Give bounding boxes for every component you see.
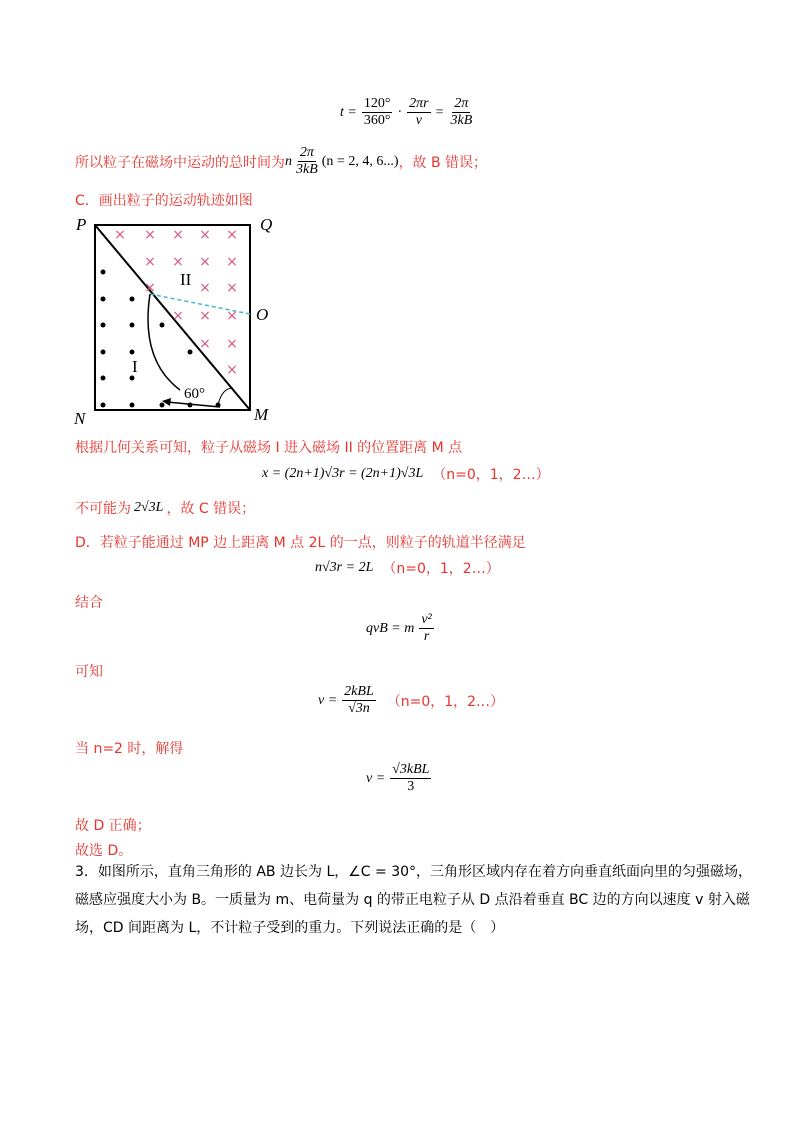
formula-lorentz-lhs: qvB = m <box>366 620 415 636</box>
not-possible-value: 2√3L <box>134 500 164 515</box>
total-time-line <box>75 145 487 178</box>
cross-mark: × <box>144 280 156 296</box>
choose-d-line: 故选 D。 <box>75 843 133 859</box>
cross-mark: × <box>199 227 211 243</box>
cross-mark: × <box>172 308 184 324</box>
not-possible-line <box>75 498 255 518</box>
total-time-suffix: ，故 B 错误； <box>398 154 488 171</box>
magnetic-field-diagram <box>70 210 290 430</box>
cross-mark: × <box>114 227 126 243</box>
formula-x <box>262 464 550 484</box>
question-3-line-3: 场，CD 间距离为 L，不计粒子受到的重力。下列说法正确的是（ ） <box>75 920 505 936</box>
geometry-sentence: 根据几何关系可知，粒子从磁场 I 进入磁场 II 的位置距离 M 点 <box>75 440 463 456</box>
formula-t <box>340 96 476 129</box>
angle-label: 60° <box>184 386 205 402</box>
cross-mark: × <box>172 254 184 270</box>
cross-mark: × <box>226 308 238 324</box>
denominator: 3 <box>407 779 415 794</box>
cross-mark: × <box>199 254 211 270</box>
dot-mark <box>130 297 135 302</box>
denominator: v <box>415 113 422 128</box>
cross-mark: × <box>199 280 211 296</box>
cross-mark: × <box>172 227 184 243</box>
formula-t-lhs: t = <box>340 104 357 120</box>
cross-mark: × <box>144 227 156 243</box>
fraction <box>390 762 431 795</box>
option-d-statement: D．若粒子能通过 MP 边上距离 M 点 2L 的一点，则粒子的轨道半径满足 <box>75 535 526 551</box>
fraction <box>419 612 433 645</box>
dot-mark <box>130 403 135 408</box>
equals-sign: = <box>435 104 444 120</box>
formula-velocity-lhs: v = <box>318 692 338 708</box>
dot-mark <box>101 376 106 381</box>
dot-mark <box>130 376 135 381</box>
dot-mark <box>188 403 193 408</box>
cross-mark: × <box>199 308 211 324</box>
numerator: 2πr <box>409 96 429 111</box>
numerator: √3kBL <box>392 762 430 777</box>
cross-mark: × <box>226 336 238 352</box>
formula-radius-condition: （n=0，1，2…） <box>382 561 500 577</box>
dot-mark <box>101 350 106 355</box>
velocity-arrow <box>167 402 220 407</box>
formula-velocity <box>318 684 504 717</box>
when-n2-line: 当 n=2 时，解得 <box>75 741 184 757</box>
not-possible-suffix: ，故 C 错误； <box>166 501 256 517</box>
fraction <box>362 96 393 129</box>
cross-mark: × <box>226 362 238 378</box>
fraction <box>294 145 320 178</box>
numerator: 120° <box>363 96 391 111</box>
combine-label: 结合 <box>75 595 103 611</box>
dot-mark <box>101 270 106 275</box>
numerator: 2π <box>299 145 314 160</box>
not-possible-prefix: 不可能为 <box>75 501 131 517</box>
formula-velocity-result <box>366 762 433 795</box>
dot-mark <box>101 403 106 408</box>
formula-velocity-condition: （n=0，1，2…） <box>386 693 505 710</box>
label-p: P <box>76 215 87 234</box>
label-o: O <box>256 305 269 324</box>
cross-mark: × <box>226 254 238 270</box>
denominator: r <box>423 629 430 644</box>
dot-mark <box>101 297 106 302</box>
numerator: 2kBL <box>344 684 374 699</box>
cross-mark: × <box>226 280 238 296</box>
cross-mark: × <box>144 254 156 270</box>
denominator: 360° <box>363 113 391 128</box>
fraction <box>342 684 376 717</box>
numerator: 2π <box>454 96 469 111</box>
dot-mark <box>160 403 165 408</box>
question-3 <box>75 858 755 942</box>
knowable-label: 可知 <box>75 664 103 680</box>
formula-velocity-result-lhs: v = <box>366 770 386 786</box>
total-time-prefix: 所以粒子在磁场中运动的总时间为 <box>75 154 285 171</box>
dot-mark <box>160 323 165 328</box>
label-m: M <box>254 405 269 424</box>
denominator: 3kB <box>450 113 473 128</box>
formula-lorentz <box>366 612 436 645</box>
fraction <box>407 96 430 129</box>
dot-mark <box>188 350 193 355</box>
cross-marks <box>114 227 238 378</box>
d-correct-line: 故 D 正确； <box>75 818 151 834</box>
n-symbol: n <box>285 153 292 169</box>
label-region-ii: II <box>180 270 192 289</box>
option-c-heading: C．画出粒子的运动轨迹如图 <box>75 193 253 209</box>
formula-radius <box>315 558 500 578</box>
total-time-formula <box>285 145 399 178</box>
cross-mark: × <box>226 227 238 243</box>
question-3-line-2: 磁感应强度大小为 B。一质量为 m、电荷量为 q 的带正电粒子从 D 点沿着垂直 BC 边的方向以速度 v 射入磁 <box>75 892 750 908</box>
fraction <box>449 96 475 129</box>
angle-arc <box>218 388 233 405</box>
question-3-line-1: 3．如图所示，直角三角形的 AB 边长为 L，∠C = 30°，三角形区域内存在着方向垂直纸面向里的匀强磁场， <box>75 864 753 880</box>
cross-mark: × <box>199 336 211 352</box>
formula-radius-expr: n√3r = 2L <box>315 560 374 575</box>
dot-mark <box>216 403 221 408</box>
label-region-i: I <box>132 357 138 376</box>
label-n: N <box>74 409 86 428</box>
dot-mark <box>130 350 135 355</box>
denominator: 3kB <box>296 162 318 177</box>
denominator: √3n <box>348 701 370 716</box>
formula-x-expr: x = (2n+1)√3r = (2n+1)√3L <box>262 466 424 481</box>
dot-mark <box>101 323 106 328</box>
n-condition: (n = 2, 4, 6...) <box>321 153 399 169</box>
formula-x-condition: （n=0，1，2…） <box>432 467 550 483</box>
label-q: Q <box>260 215 273 234</box>
dot-operator: · <box>397 104 403 120</box>
numerator: v² <box>421 612 432 627</box>
dot-mark <box>130 323 135 328</box>
